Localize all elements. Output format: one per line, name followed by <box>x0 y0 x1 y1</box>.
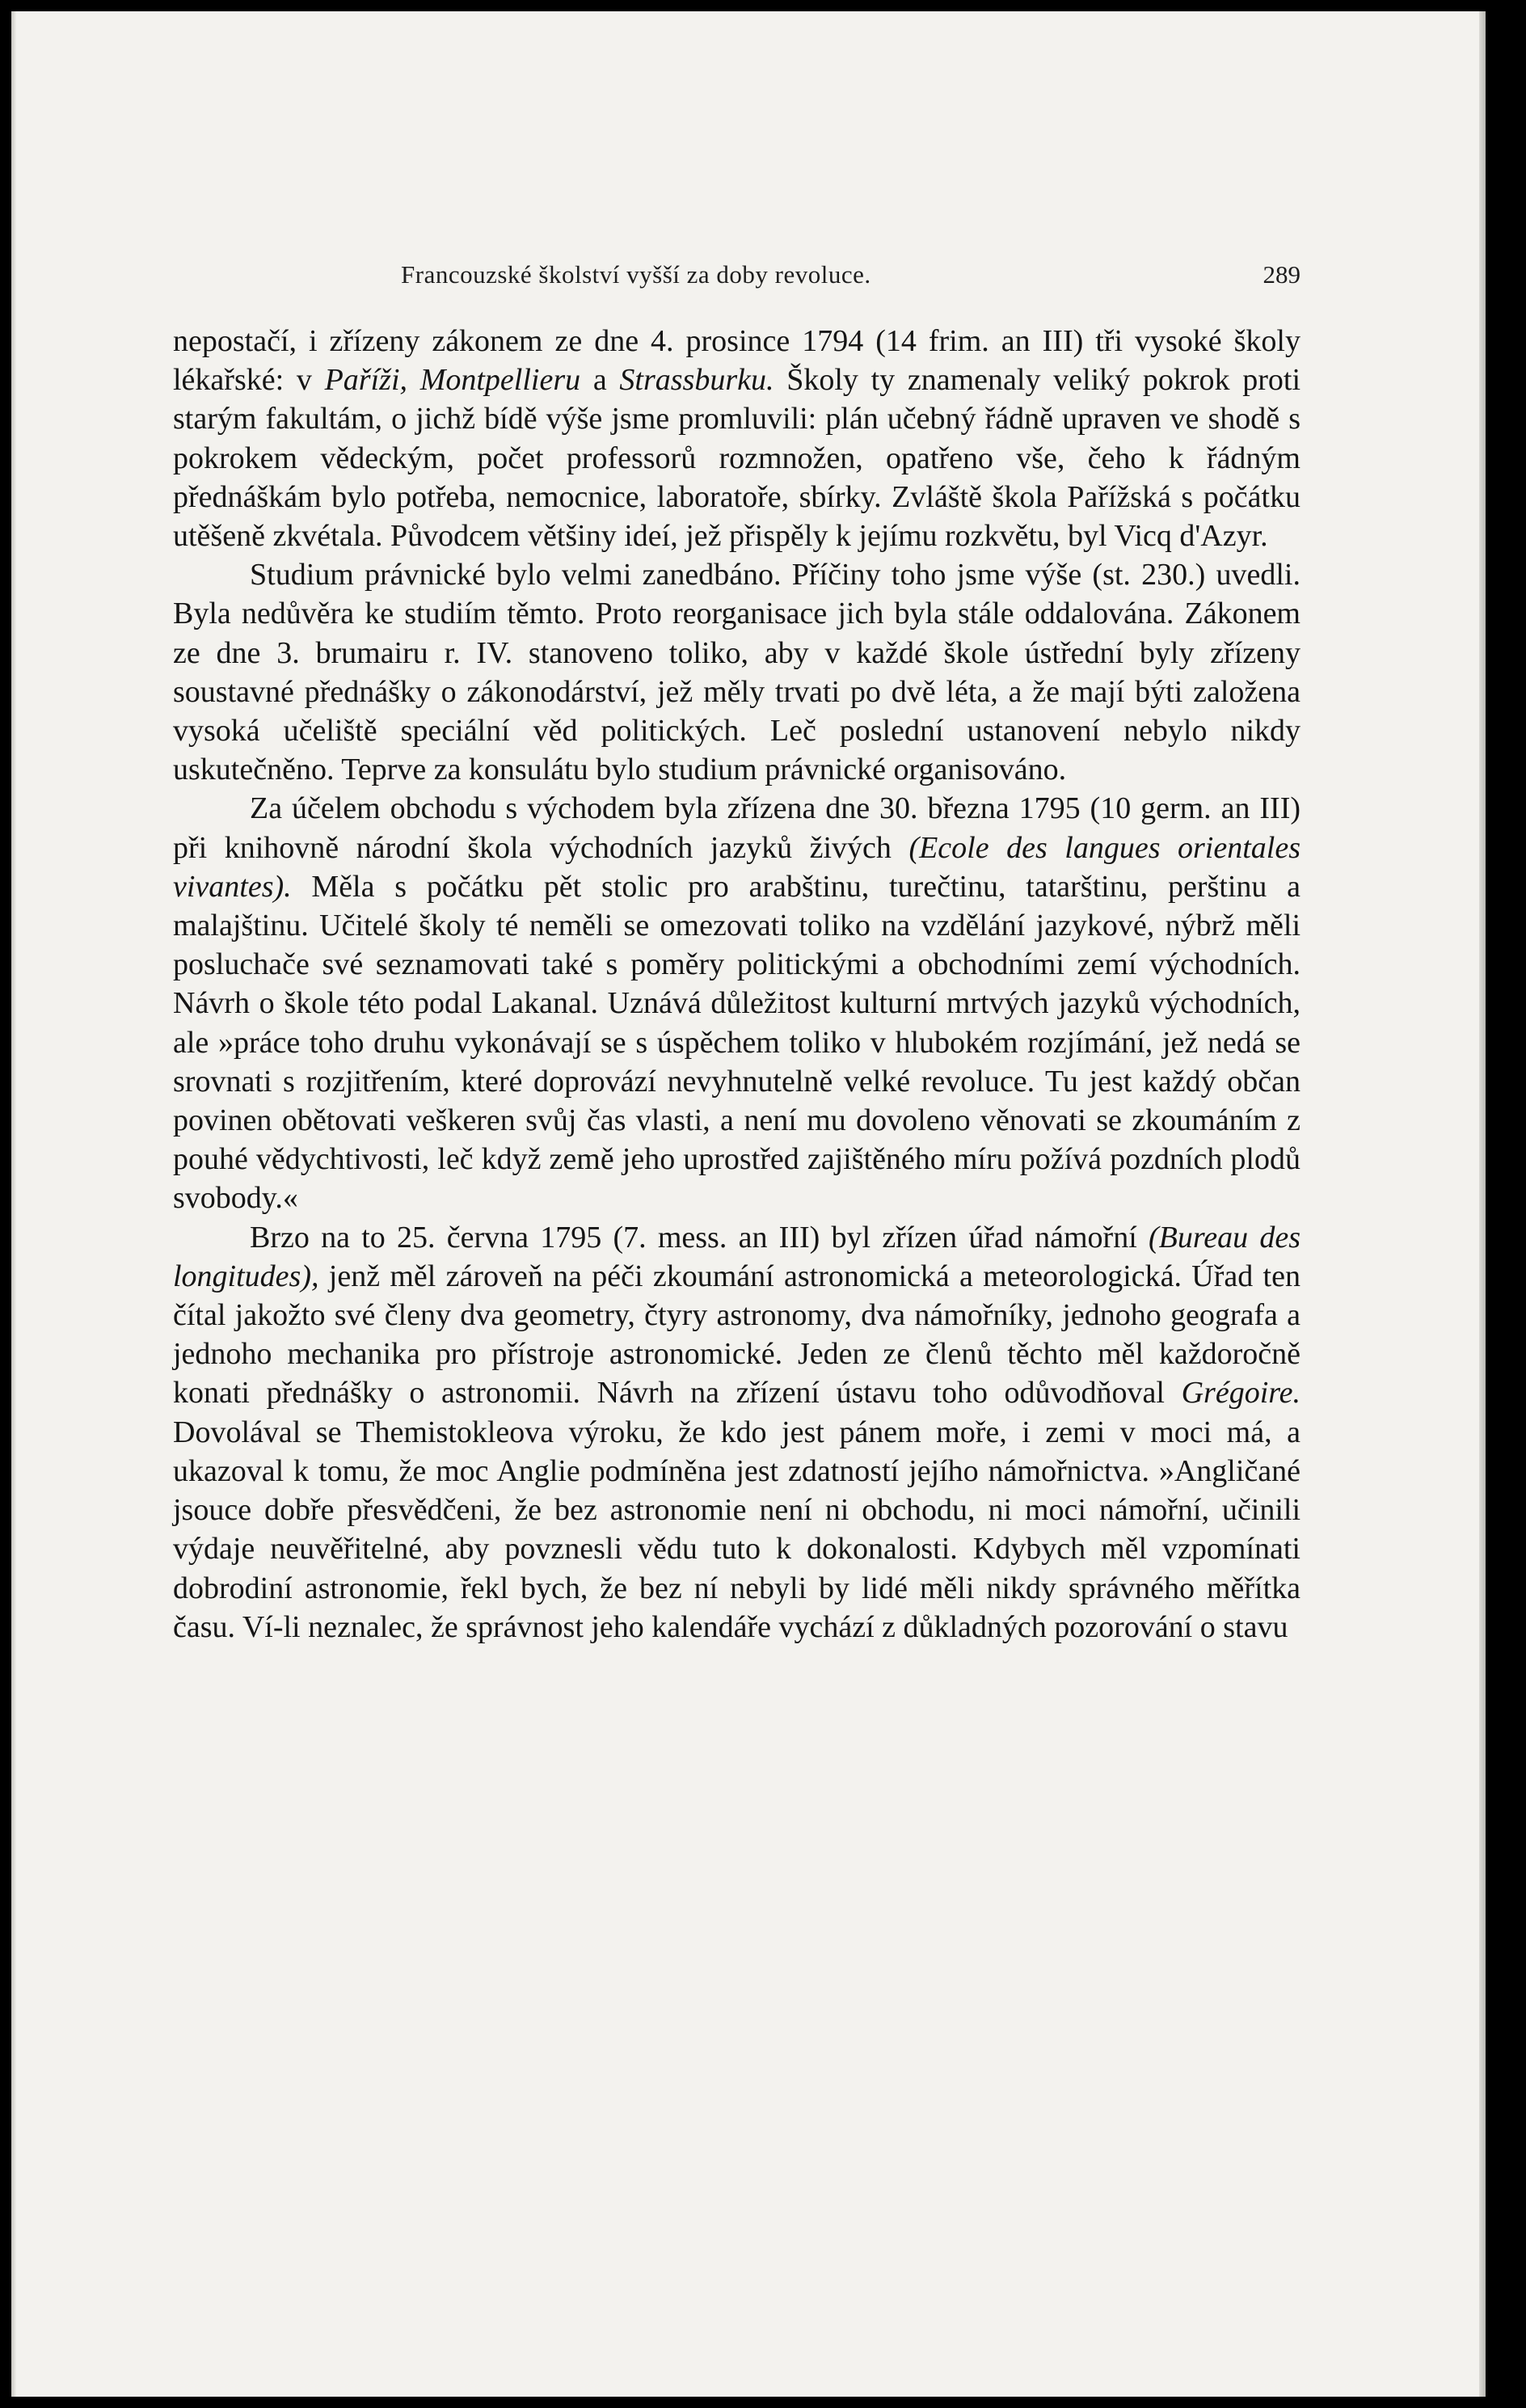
text-run: Měla s počátku pět stolic pro arabštinu, turečtinu, tatarštinu, perštinu a malajštinu. Učitelé školy té neměli se omezovati toliko na vzdělání jazykové, nýbrž měli posluchače své seznamovati také s poměry politickými a obchodními zemí východních. Návrh o škole této podal Lakanal. Uznává důležitost kulturní mrtvých jazyků východních, ale »práce toho druhu vykonávají se s úspěchem toliko v hlubokém rozjímání, jež nedá se srovnati s rozjitřením, které doprovází nevyhnutelně velké revoluce. Tu jest každý občan povinen obětovati veškeren svůj čas vlasti, a není mu dovoleno věnovati se zkoumáním z pouhé vědychtivosti, leč když země jeho uprostřed zajištěného míru požívá pozdních plodů svobody.« <box>173 869 1300 1216</box>
paragraph <box>173 555 1300 789</box>
text-run: Dovolával se Themistokleova výroku, že kdo jest pánem moře, i zemi v moci má, a ukazoval k tomu, že moc Anglie podmíněna jest zdatností jejího námořnictva. »Angličané jsouce dobře přesvědčeni, že bez astronomie není ni obchodu, ni moci námořní, učinili výdaje neuvěřitelné, aby povznesli vědu tuto k dokonalosti. Kdybych měl vzpomínati dobrodiní astronomie, řekl bych, že bez ní nebyli by lidé měli nikdy správného měřítka času. Ví-li neznalec, že správnost jeho kalendáře vychází z důkladných pozorování o stavu <box>173 1415 1300 1644</box>
italic-text: (Bureau des longitudes), <box>173 1220 1300 1293</box>
paragraph <box>173 1218 1300 1647</box>
text-run: nepostačí, i zřízeny zákonem ze dne 4. prosince 1794 (14 frim. an III) tři vysoké školy lékařské: v <box>173 324 1300 398</box>
italic-text: (Ecole des langues orientales vivantes). <box>173 830 1300 904</box>
italic-text: Grégoire. <box>1181 1376 1300 1411</box>
text-run: Za účelem obchodu s východem byla zřízena dne 30. března 1795 (10 germ. an III) při knihovně národní škola východních jazyků živých <box>173 791 1300 865</box>
italic-text: Strassburku. <box>619 363 774 398</box>
paragraph <box>173 789 1300 1217</box>
text-run: Brzo na to 25. června 1795 (7. mess. an III) byl zřízen úřad námořní <box>250 1220 1149 1255</box>
text-run: Školy ty znamenaly veliký pokrok proti starým fakultám, o jichž bídě výše jsme promluvili: plán učebný řádně upraven ve shodě s pokrokem vědeckým, počet professorů rozmnožen, opatřeno vše, čeho k řádným přednáškám bylo potřeba, nemocnice, laboratoře, sbírky. Zvláště škola Pařížská s počátku utěšeně zkvétala. Původcem většiny ideí, jež přispěly k jejímu rozkvětu, byl Vicq d'Azyr. <box>173 363 1301 554</box>
page-left-edge <box>11 11 16 2397</box>
running-title: Francouzské školství vyšší za doby revoluce. <box>401 260 871 289</box>
italic-text: Paříži, Montpellieru <box>324 363 581 398</box>
text-run: a <box>580 363 620 398</box>
paragraph <box>173 322 1300 555</box>
page-header <box>173 252 1300 297</box>
page-number: 289 <box>1263 260 1300 289</box>
text-run: Studium právnické bylo velmi zanedbáno. Příčiny toho jsme výše (st. 230.) uvedli. Byla nedůvěra ke studiím těmto. Proto reorganisace jich byla stále oddalována. Zákonem ze dne 3. brumairu r. IV. stanoveno toliko, aby v každé škole ústřední byly zřízeny soustavné přednášky o zákonodárství, jež měly trvati po dvě léta, a že mají býti založena vysoká učeliště speciální věd politických. Leč poslední ustanovení nebylo nikdy uskutečněno. Teprve za konsulátu bylo studium právnické organisováno. <box>173 558 1300 787</box>
page-right-edge <box>1479 11 1486 2397</box>
body-text <box>173 322 1300 1647</box>
text-run: jenž měl zároveň na péči zkoumání astronomická a meteorologická. Úřad ten čítal jakožto své členy dva geometry, čtyry astronomy, dva námořníky, jednoho geografa a jednoho mechanika pro přístroje astronomické. Jeden ze členů těchto měl každoročně konati přednášky o astronomii. Návrh na zřízení ústavu toho odůvodňoval <box>173 1259 1300 1411</box>
book-page <box>11 11 1486 2397</box>
